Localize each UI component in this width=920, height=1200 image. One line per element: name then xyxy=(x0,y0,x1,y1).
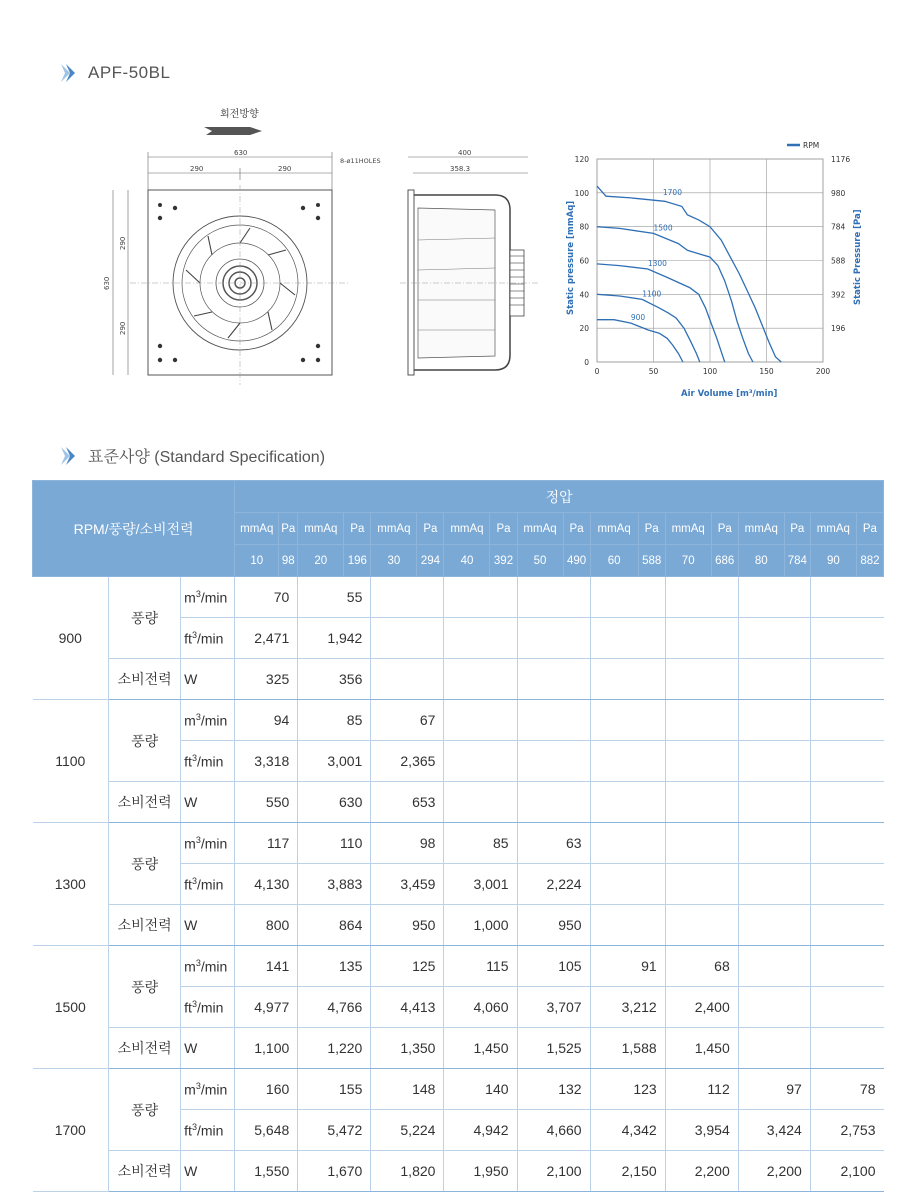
value-cell xyxy=(371,577,444,618)
y2-tick-label: 1176 xyxy=(831,155,851,164)
value-cell xyxy=(810,700,883,741)
value-cell xyxy=(810,823,883,864)
value-cell: 55 xyxy=(298,577,371,618)
spec-table xyxy=(32,480,884,1192)
unit-header: mmAq xyxy=(235,513,279,545)
value-cell xyxy=(444,659,517,700)
value-cell xyxy=(738,946,810,987)
spec-title: 표준사양 (Standard Specification) xyxy=(88,449,326,466)
power-label: 소비전력 xyxy=(109,905,181,946)
value-cell xyxy=(810,864,883,905)
pressure-value-header: 392 xyxy=(490,545,517,577)
value-cell: 1,670 xyxy=(298,1151,371,1192)
dim-290-upper: 290 xyxy=(119,236,127,250)
value-cell xyxy=(371,618,444,659)
unit-cell: $m^3/\min$ xyxy=(181,577,235,618)
value-cell xyxy=(738,741,810,782)
value-cell: 91 xyxy=(590,946,665,987)
value-cell: 5,224 xyxy=(371,1110,444,1151)
value-cell: 2,200 xyxy=(665,1151,738,1192)
unit-cell: $m^3/\min$ xyxy=(181,823,235,864)
dimension-drawing xyxy=(100,100,560,390)
value-cell: 94 xyxy=(235,700,298,741)
y2-tick-label: 196 xyxy=(831,324,846,334)
value-cell: 3,459 xyxy=(371,864,444,905)
unit-header: Pa xyxy=(563,513,590,545)
value-cell: 3,318 xyxy=(235,741,298,782)
unit-header: Pa xyxy=(490,513,517,545)
unit-cell: $ft^3/\min$ xyxy=(181,741,235,782)
unit-header: Pa xyxy=(344,513,371,545)
value-cell: 148 xyxy=(371,1069,444,1110)
value-cell xyxy=(590,618,665,659)
value-cell: 78 xyxy=(810,1069,883,1110)
rpm-cell: 1300 xyxy=(33,823,109,946)
unit-header: mmAq xyxy=(810,513,856,545)
value-cell xyxy=(444,700,517,741)
value-cell xyxy=(738,659,810,700)
dim-400: 400 xyxy=(458,149,472,157)
unit-cell: W xyxy=(181,1028,235,1069)
y-tick-label: 120 xyxy=(574,155,589,164)
curve-label: 1300 xyxy=(647,258,667,268)
value-cell: 2,471 xyxy=(235,618,298,659)
header-rpm: RPM/풍량/소비전력 xyxy=(33,481,235,577)
value-cell: 155 xyxy=(298,1069,371,1110)
value-cell: 1,820 xyxy=(371,1151,444,1192)
value-cell xyxy=(517,782,590,823)
value-cell xyxy=(665,577,738,618)
value-cell xyxy=(665,864,738,905)
rpm-cell: 1700 xyxy=(33,1069,109,1192)
value-cell: 1,350 xyxy=(371,1028,444,1069)
legend-label: RPM xyxy=(803,141,820,150)
pressure-value-header: 98 xyxy=(279,545,298,577)
unit-header: mmAq xyxy=(590,513,638,545)
value-cell xyxy=(517,618,590,659)
unit-header: mmAq xyxy=(444,513,490,545)
value-cell: 950 xyxy=(371,905,444,946)
unit-header: mmAq xyxy=(371,513,417,545)
value-cell xyxy=(444,741,517,782)
curve-label: 1700 xyxy=(662,187,682,197)
value-cell xyxy=(810,1028,883,1069)
table-row xyxy=(33,1028,884,1069)
rpm-curve-1700 xyxy=(597,186,781,362)
rotation-label: 회전방향 xyxy=(220,109,259,120)
value-cell: 630 xyxy=(298,782,371,823)
x-tick-label: 100 xyxy=(702,367,718,376)
y-tick-label: 100 xyxy=(574,188,589,198)
value-cell xyxy=(590,905,665,946)
value-cell: 63 xyxy=(517,823,590,864)
value-cell: 550 xyxy=(235,782,298,823)
value-cell: 1,942 xyxy=(298,618,371,659)
value-cell xyxy=(590,700,665,741)
x-tick-label: 150 xyxy=(759,367,774,376)
table-row xyxy=(33,577,884,618)
pressure-value-header: 50 xyxy=(517,545,563,577)
dim-holes: 8-ø11HOLES xyxy=(340,157,381,165)
power-label: 소비전력 xyxy=(109,1028,181,1069)
value-cell xyxy=(810,782,883,823)
value-cell xyxy=(810,946,883,987)
unit-header: Pa xyxy=(711,513,738,545)
value-cell: 2,224 xyxy=(517,864,590,905)
power-label: 소비전력 xyxy=(109,659,181,700)
value-cell xyxy=(738,987,810,1028)
value-cell xyxy=(444,577,517,618)
pressure-value-header: 60 xyxy=(590,545,638,577)
table-row xyxy=(33,946,884,987)
value-cell xyxy=(810,577,883,618)
unit-header: Pa xyxy=(279,513,298,545)
curve-label: 1500 xyxy=(653,223,673,233)
value-cell: 4,977 xyxy=(235,987,298,1028)
value-cell: 1,000 xyxy=(444,905,517,946)
unit-cell: $ft^3/\min$ xyxy=(181,987,235,1028)
table-row xyxy=(33,659,884,700)
value-cell xyxy=(590,577,665,618)
dim-290-lower: 290 xyxy=(119,321,127,335)
unit-cell: $m^3/\min$ xyxy=(181,700,235,741)
unit-header: mmAq xyxy=(738,513,784,545)
value-cell: 2,150 xyxy=(590,1151,665,1192)
value-cell: 1,588 xyxy=(590,1028,665,1069)
pressure-value-header: 196 xyxy=(344,545,371,577)
value-cell: 97 xyxy=(738,1069,810,1110)
unit-header: mmAq xyxy=(298,513,344,545)
y2-axis-label: Static Pressure [Pa] xyxy=(853,209,863,305)
value-cell: 123 xyxy=(590,1069,665,1110)
value-cell: 105 xyxy=(517,946,590,987)
pressure-value-header: 10 xyxy=(235,545,279,577)
power-label: 소비전력 xyxy=(109,782,181,823)
value-cell xyxy=(665,905,738,946)
pressure-value-header: 784 xyxy=(784,545,810,577)
value-cell xyxy=(517,741,590,782)
value-cell: 112 xyxy=(665,1069,738,1110)
unit-cell: $m^3/\min$ xyxy=(181,1069,235,1110)
unit-cell: $ft^3/\min$ xyxy=(181,1110,235,1151)
y2-tick-label: 980 xyxy=(831,188,846,198)
value-cell: 2,365 xyxy=(371,741,444,782)
dim-630-top: 630 xyxy=(234,149,248,157)
rpm-cell: 900 xyxy=(33,577,109,700)
value-cell: 3,424 xyxy=(738,1110,810,1151)
x-tick-label: 0 xyxy=(594,367,600,376)
rpm-curve-900 xyxy=(597,320,683,362)
table-row xyxy=(33,905,884,946)
table-row xyxy=(33,823,884,864)
pressure-value-header: 490 xyxy=(563,545,590,577)
dim-358: 358.3 xyxy=(450,165,471,173)
value-cell xyxy=(738,577,810,618)
unit-cell: $ft^3/\min$ xyxy=(181,864,235,905)
value-cell: 3,001 xyxy=(298,741,371,782)
x-axis-label: Air Volume [m³/min] xyxy=(681,389,778,399)
unit-cell: W xyxy=(181,782,235,823)
value-cell: 2,100 xyxy=(517,1151,590,1192)
value-cell: 4,413 xyxy=(371,987,444,1028)
value-cell: 5,648 xyxy=(235,1110,298,1151)
value-cell xyxy=(738,700,810,741)
value-cell: 140 xyxy=(444,1069,517,1110)
value-cell xyxy=(738,1028,810,1069)
value-cell: 356 xyxy=(298,659,371,700)
value-cell: 3,001 xyxy=(444,864,517,905)
value-cell xyxy=(665,700,738,741)
x-tick-label: 200 xyxy=(815,367,831,376)
value-cell: 160 xyxy=(235,1069,298,1110)
value-cell xyxy=(738,782,810,823)
chevron-right-icon xyxy=(58,445,80,467)
pressure-value-header: 80 xyxy=(738,545,784,577)
value-cell: 4,342 xyxy=(590,1110,665,1151)
unit-header: Pa xyxy=(784,513,810,545)
unit-header: Pa xyxy=(856,513,883,545)
value-cell: 110 xyxy=(298,823,371,864)
table-row xyxy=(33,700,884,741)
pressure-value-header: 686 xyxy=(711,545,738,577)
value-cell: 98 xyxy=(371,823,444,864)
pressure-value-header: 294 xyxy=(417,545,444,577)
value-cell: 117 xyxy=(235,823,298,864)
y-tick-label: 80 xyxy=(579,222,589,232)
rotation-arrow-icon xyxy=(204,127,262,135)
value-cell: 4,766 xyxy=(298,987,371,1028)
unit-cell: $m^3/\min$ xyxy=(181,946,235,987)
value-cell: 864 xyxy=(298,905,371,946)
value-cell: 125 xyxy=(371,946,444,987)
y-tick-label: 0 xyxy=(584,358,589,367)
y-tick-label: 40 xyxy=(579,290,589,300)
value-cell: 85 xyxy=(444,823,517,864)
value-cell xyxy=(738,618,810,659)
curve-label: 900 xyxy=(630,313,646,323)
value-cell: 67 xyxy=(371,700,444,741)
value-cell xyxy=(590,659,665,700)
value-cell: 1,450 xyxy=(444,1028,517,1069)
value-cell xyxy=(590,864,665,905)
value-cell: 800 xyxy=(235,905,298,946)
value-cell xyxy=(810,905,883,946)
value-cell xyxy=(665,659,738,700)
y-axis-label: Static pressure [mmAq] xyxy=(566,200,576,315)
table-row xyxy=(33,1151,884,1192)
pressure-value-header: 588 xyxy=(638,545,665,577)
value-cell: 3,954 xyxy=(665,1110,738,1151)
pressure-value-header: 20 xyxy=(298,545,344,577)
value-cell xyxy=(444,618,517,659)
value-cell xyxy=(810,659,883,700)
value-cell: 4,060 xyxy=(444,987,517,1028)
value-cell: 1,450 xyxy=(665,1028,738,1069)
value-cell xyxy=(810,618,883,659)
value-cell: 85 xyxy=(298,700,371,741)
value-cell xyxy=(665,782,738,823)
flow-label: 풍량 xyxy=(109,823,181,905)
power-label: 소비전력 xyxy=(109,1151,181,1192)
value-cell: 3,212 xyxy=(590,987,665,1028)
value-cell xyxy=(371,659,444,700)
value-cell: 70 xyxy=(235,577,298,618)
curve-label: 1100 xyxy=(642,289,662,299)
value-cell xyxy=(665,618,738,659)
value-cell xyxy=(738,905,810,946)
unit-header: Pa xyxy=(638,513,665,545)
value-cell: 132 xyxy=(517,1069,590,1110)
value-cell xyxy=(738,823,810,864)
value-cell xyxy=(444,782,517,823)
dim-630-side: 630 xyxy=(103,276,111,290)
value-cell: 1,220 xyxy=(298,1028,371,1069)
value-cell: 1,950 xyxy=(444,1151,517,1192)
value-cell: 1,525 xyxy=(517,1028,590,1069)
dim-290-left: 290 xyxy=(190,165,204,173)
value-cell: 4,660 xyxy=(517,1110,590,1151)
pressure-value-header: 30 xyxy=(371,545,417,577)
y2-tick-label: 392 xyxy=(831,290,846,300)
pressure-value-header: 882 xyxy=(856,545,883,577)
value-cell: 2,400 xyxy=(665,987,738,1028)
value-cell: 4,130 xyxy=(235,864,298,905)
y-tick-label: 20 xyxy=(579,324,589,334)
unit-header: mmAq xyxy=(665,513,711,545)
value-cell: 141 xyxy=(235,946,298,987)
section-title-model xyxy=(58,62,170,84)
rpm-curve-1300 xyxy=(597,264,725,362)
dim-290-right: 290 xyxy=(278,165,292,173)
unit-cell: W xyxy=(181,659,235,700)
flow-label: 풍량 xyxy=(109,577,181,659)
y-tick-label: 60 xyxy=(579,256,589,266)
value-cell: 3,883 xyxy=(298,864,371,905)
chevron-right-icon xyxy=(58,62,80,84)
value-cell xyxy=(517,577,590,618)
value-cell xyxy=(810,987,883,1028)
unit-header: mmAq xyxy=(517,513,563,545)
value-cell: 950 xyxy=(517,905,590,946)
pressure-value-header: 70 xyxy=(665,545,711,577)
performance-chart xyxy=(555,135,885,405)
value-cell: 4,942 xyxy=(444,1110,517,1151)
pressure-value-header: 40 xyxy=(444,545,490,577)
value-cell: 2,200 xyxy=(738,1151,810,1192)
y2-tick-label: 588 xyxy=(831,256,846,266)
flow-label: 풍량 xyxy=(109,1069,181,1151)
unit-cell: W xyxy=(181,905,235,946)
value-cell: 325 xyxy=(235,659,298,700)
value-cell xyxy=(517,700,590,741)
flow-label: 풍량 xyxy=(109,700,181,782)
value-cell: 2,753 xyxy=(810,1110,883,1151)
header-pressure: 정압 xyxy=(235,481,884,513)
value-cell: 68 xyxy=(665,946,738,987)
y2-tick-label: 784 xyxy=(831,222,846,232)
unit-header: Pa xyxy=(417,513,444,545)
value-cell: 1,100 xyxy=(235,1028,298,1069)
value-cell xyxy=(517,659,590,700)
value-cell xyxy=(665,823,738,864)
unit-cell: $ft^3/\min$ xyxy=(181,618,235,659)
value-cell: 115 xyxy=(444,946,517,987)
value-cell: 1,550 xyxy=(235,1151,298,1192)
unit-cell: W xyxy=(181,1151,235,1192)
value-cell: 5,472 xyxy=(298,1110,371,1151)
value-cell: 2,100 xyxy=(810,1151,883,1192)
pressure-value-header: 90 xyxy=(810,545,856,577)
value-cell: 653 xyxy=(371,782,444,823)
value-cell xyxy=(590,782,665,823)
rpm-cell: 1100 xyxy=(33,700,109,823)
value-cell xyxy=(738,864,810,905)
value-cell xyxy=(590,823,665,864)
flow-label: 풍량 xyxy=(109,946,181,1028)
value-cell: 135 xyxy=(298,946,371,987)
model-title: APF-50BL xyxy=(88,63,171,82)
x-tick-label: 50 xyxy=(648,367,659,376)
value-cell: 3,707 xyxy=(517,987,590,1028)
table-row xyxy=(33,782,884,823)
value-cell xyxy=(665,741,738,782)
value-cell xyxy=(810,741,883,782)
table-row xyxy=(33,1069,884,1110)
value-cell xyxy=(590,741,665,782)
rpm-cell: 1500 xyxy=(33,946,109,1069)
section-title-spec xyxy=(58,444,325,467)
